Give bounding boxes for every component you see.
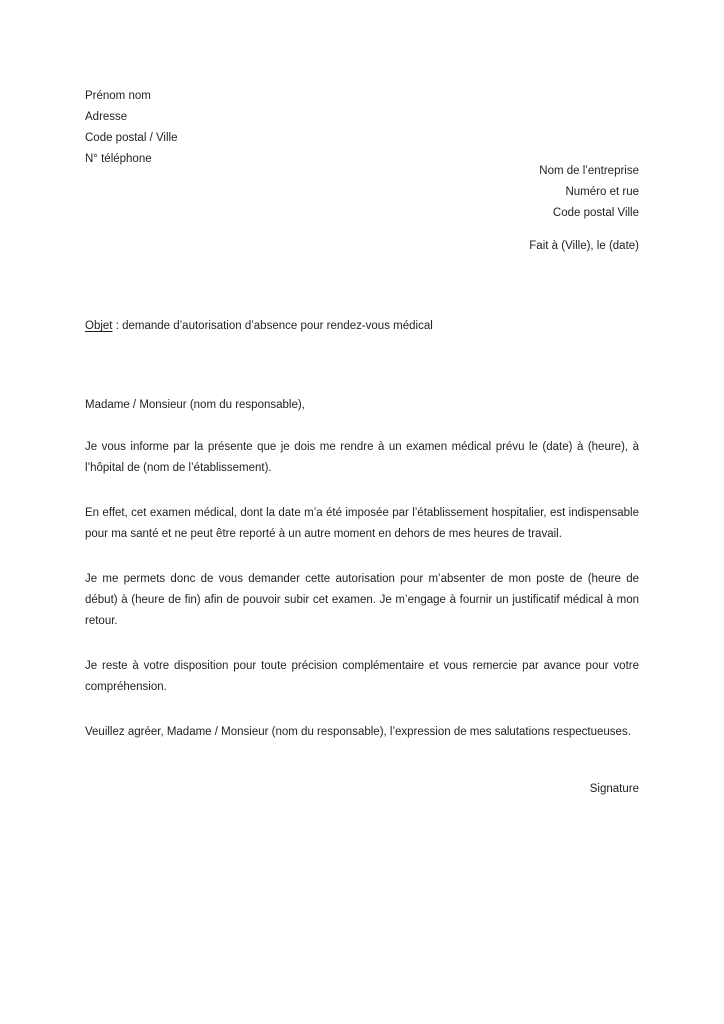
sender-line-address: Adresse <box>85 111 128 123</box>
body-paragraph-3: Je me permets donc de vous demander cette autorisation pour m’absenter de mon poste de (heure de début) à (heure de fin) afin de pouvoir subir cet examen. Je m’engage à fournir un justificatif médical à mon retour. <box>85 573 639 627</box>
subject-text: : demande d’autorisation d’absence pour rendez-vous médical <box>112 320 433 332</box>
recipient-line-street: Numéro et rue <box>565 186 639 198</box>
recipient-line-company: Nom de l’entreprise <box>539 165 639 177</box>
body-paragraph-4: Je reste à votre disposition pour toute précision complémentaire et vous remercie par avance pour votre compréhension. <box>85 660 639 693</box>
sender-address-block <box>85 86 415 170</box>
letter-body <box>85 395 639 743</box>
signature-label: Signature <box>589 783 639 795</box>
recipient-address-block <box>219 161 639 224</box>
subject-label: Objet <box>85 320 113 332</box>
body-paragraph-5: Veuillez agréer, Madame / Monsieur (nom du responsable), l’expression de mes salutations respectueuses. <box>85 726 631 738</box>
sender-line-name: Prénom nom <box>85 90 151 102</box>
sender-line-phone: N° téléphone <box>85 153 152 165</box>
subject-line <box>85 316 639 337</box>
salutation: Madame / Monsieur (nom du responsable), <box>85 399 305 411</box>
sender-line-postal: Code postal / Ville <box>85 132 178 144</box>
place-and-date: Fait à (Ville), le (date) <box>529 240 639 252</box>
body-paragraph-2: En effet, cet examen médical, dont la date m’a été imposée par l’établissement hospitalier, est indispensable pour ma santé et ne peut être reporté à un autre moment en dehors de mes heures de travail. <box>85 507 639 540</box>
recipient-line-postal: Code postal Ville <box>552 207 639 219</box>
body-paragraph-1: Je vous informe par la présente que je dois me rendre à un examen médical prévu le (date) à (heure), à l’hôpital de (nom de l’établissement). <box>85 441 639 474</box>
